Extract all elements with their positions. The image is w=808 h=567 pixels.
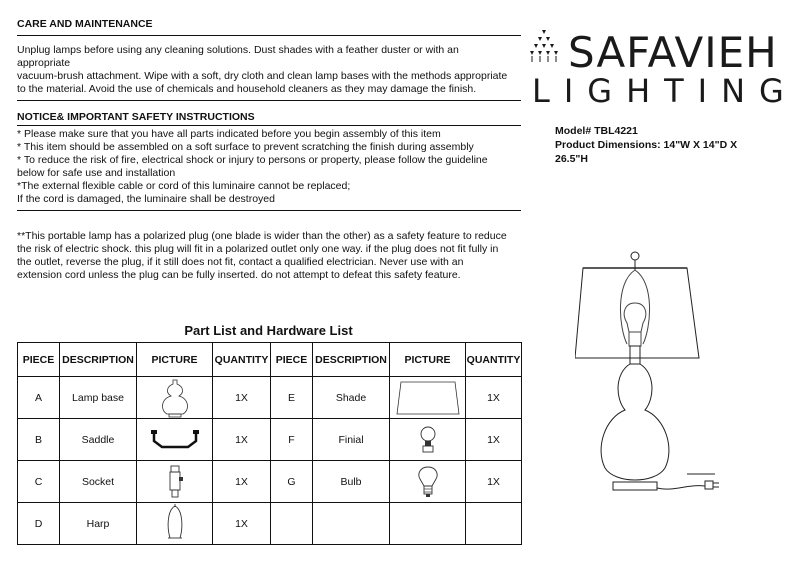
plug-line: **This portable lamp has a polarized plug (one blade is wider than the other) as a safety feature to reduce <box>17 230 507 242</box>
care-line: Unplug lamps before using any cleaning solutions. Dust shades with a feather duster or with an <box>17 44 459 56</box>
col-header: DESCRIPTION <box>60 343 137 377</box>
table-row <box>18 377 522 419</box>
picture-cell <box>390 419 466 461</box>
lamp-base-icon <box>157 378 193 418</box>
part-list-title: Part List and Hardware List <box>184 323 353 338</box>
desc-cell <box>313 503 390 545</box>
piece-cell: B <box>18 419 60 461</box>
table-row <box>18 419 522 461</box>
safety-line: below for safe use and installation <box>17 167 176 179</box>
brand-logo <box>528 28 798 110</box>
safety-divider <box>17 125 521 126</box>
col-header: PIECE <box>18 343 60 377</box>
care-text <box>17 44 522 96</box>
care-line: to the material. Avoid the use of chemicals and household cleaners as they may damage the finish. <box>17 83 477 95</box>
safety-bottom-divider <box>17 210 521 211</box>
desc-cell: Lamp base <box>60 377 137 419</box>
table-header-row <box>18 343 522 377</box>
piece-cell: D <box>18 503 60 545</box>
qty-cell: 1X <box>213 461 271 503</box>
picture-cell <box>137 377 213 419</box>
desc-cell: Harp <box>60 503 137 545</box>
plug-notice <box>17 230 522 282</box>
qty-cell: 1X <box>213 503 271 545</box>
care-bottom-divider <box>17 100 521 101</box>
chandelier-icon <box>528 30 568 76</box>
safety-title: NOTICE& IMPORTANT SAFETY INSTRUCTIONS <box>17 111 255 123</box>
desc-cell: Shade <box>313 377 390 419</box>
shade-icon <box>395 379 461 417</box>
col-header: QUANTITY <box>466 343 522 377</box>
safety-line: *The external flexible cable or cord of this luminaire cannot be replaced; <box>17 180 351 192</box>
table-row <box>18 461 522 503</box>
picture-cell <box>137 461 213 503</box>
qty-cell: 1X <box>213 377 271 419</box>
picture-cell <box>390 503 466 545</box>
picture-cell <box>390 377 466 419</box>
parts-table <box>17 342 522 545</box>
safety-line: * To reduce the risk of fire, electrical shock or injury to persons or property, please follow the guideline <box>17 154 488 166</box>
care-title: CARE AND MAINTENANCE <box>17 18 153 30</box>
care-line: vacuum-brush attachment. Wipe with a soft, dry cloth and clean lamp bases with the methods appropriate <box>17 70 508 82</box>
picture-cell <box>137 503 213 545</box>
plug-line: the outlet, reverse the plug, if it still does not fit, contact a qualified electrician. Never use with an <box>17 256 464 268</box>
picture-cell <box>137 419 213 461</box>
col-header: PICTURE <box>137 343 213 377</box>
piece-cell: G <box>271 461 313 503</box>
desc-cell: Finial <box>313 419 390 461</box>
harp-icon <box>163 504 187 544</box>
plug-line: the risk of electric shock. this plug will fit in a polarized outlet only one way. if the plug does not fit fully in <box>17 243 499 255</box>
col-header: QUANTITY <box>213 343 271 377</box>
safety-line: If the cord is damaged, the luminaire shall be destroyed <box>17 193 275 205</box>
col-header: PIECE <box>271 343 313 377</box>
care-divider <box>17 35 521 36</box>
piece-cell: C <box>18 461 60 503</box>
piece-cell <box>271 503 313 545</box>
col-header: DESCRIPTION <box>313 343 390 377</box>
safety-line: * This item should be assembled on a soft surface to prevent scratching the finish during assembly <box>17 141 474 153</box>
desc-cell: Socket <box>60 461 137 503</box>
piece-cell: E <box>271 377 313 419</box>
piece-cell: A <box>18 377 60 419</box>
lamp-illustration <box>575 248 735 498</box>
care-line: appropriate <box>17 57 71 69</box>
product-dimensions: Product Dimensions: 14"W X 14"D X <box>555 139 738 151</box>
bulb-icon <box>415 465 441 499</box>
finial-icon <box>417 425 439 455</box>
product-info <box>555 124 737 166</box>
piece-cell: F <box>271 419 313 461</box>
picture-cell <box>390 461 466 503</box>
socket-icon <box>165 465 185 499</box>
saddle-icon <box>150 427 200 453</box>
qty-cell: 1X <box>466 419 522 461</box>
safety-text <box>17 128 522 206</box>
qty-cell <box>466 503 522 545</box>
qty-cell: 1X <box>466 461 522 503</box>
model-number: Model# TBL4221 <box>555 125 638 137</box>
qty-cell: 1X <box>213 419 271 461</box>
desc-cell: Saddle <box>60 419 137 461</box>
col-header: PICTURE <box>390 343 466 377</box>
brand-subtitle: LIGHTING <box>532 72 798 110</box>
table-row <box>18 503 522 545</box>
desc-cell: Bulb <box>313 461 390 503</box>
qty-cell: 1X <box>466 377 522 419</box>
plug-line: extension cord unless the plug can be fully inserted. do not attempt to defeat this safety feature. <box>17 269 461 281</box>
brand-name: SAFAVIEH <box>568 28 778 77</box>
product-dimensions-cont: 26.5"H <box>555 153 588 165</box>
safety-line: * Please make sure that you have all parts indicated before you begin assembly of this item <box>17 128 441 140</box>
